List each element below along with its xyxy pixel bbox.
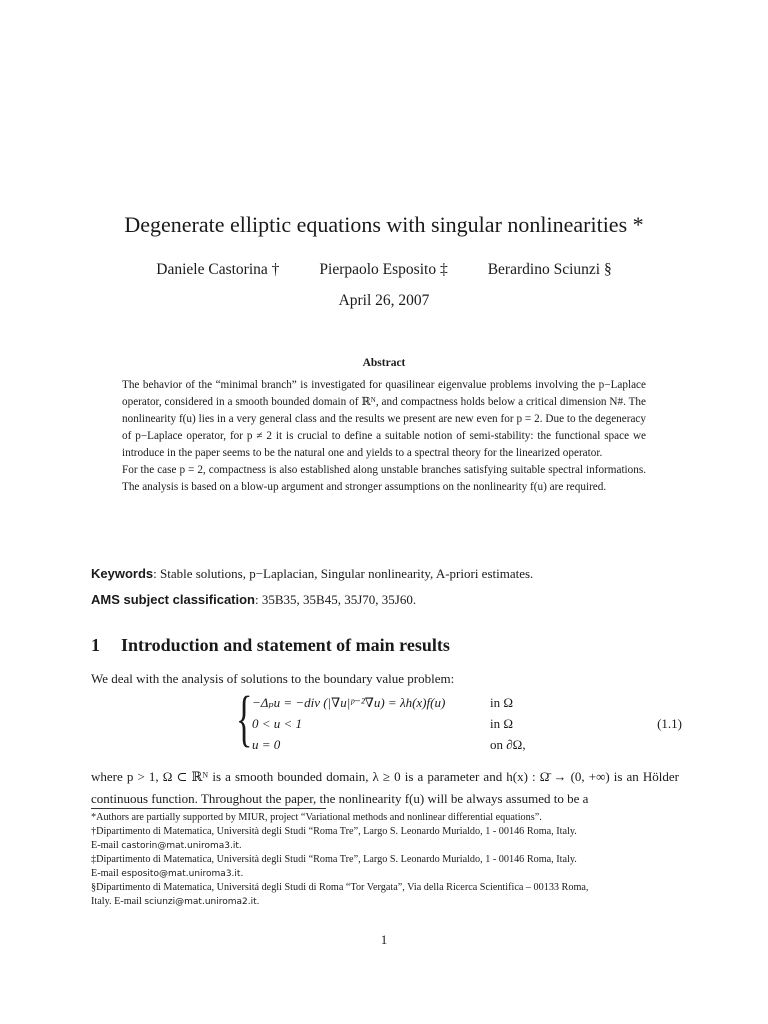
section-title: Introduction and statement of main results: [121, 635, 450, 655]
footnote-castorina-email-line: [91, 839, 679, 853]
intro-sentence: We deal with the analysis of solutions to the boundary value problem:: [91, 671, 455, 686]
ams-label: AMS subject classification: [91, 592, 255, 607]
footnote-funding: *Authors are partially supported by MIUR, project “Variational methods and nonlinear differential equations”.: [91, 812, 542, 823]
equation-block: [236, 685, 682, 754]
keywords-label: Keywords: [91, 566, 154, 581]
equation-condition: on ∂Ω,: [490, 737, 526, 752]
left-brace: {: [236, 685, 253, 753]
ams-classification-line: [91, 592, 681, 608]
equation-row: [252, 715, 514, 733]
author-list: [0, 261, 768, 279]
footnote-castorina: †Dipartimento di Matematica, Università degli Studi “Roma Tre”, Largo S. Leonardo Murialdo, 1 - 00146 Roma, Italy.: [91, 826, 577, 837]
email-link[interactable]: esposito@mat.uniroma3.it.: [121, 869, 244, 879]
author-sciunzi: Berardino Sciunzi §: [487, 261, 612, 278]
paper-title: Degenerate elliptic equations with singular nonlinearities *: [124, 212, 644, 237]
body-paragraph: where p > 1, Ω ⊂ ℝᴺ is a smooth bounded domain, λ ≥ 0 is a parameter and h(x) : Ω̄ → (0, +∞) is an Hölder continuous function. Throughout the paper, the nonlinearity f(u) will be always assumed to be a: [91, 769, 679, 806]
abstract-paragraph-1: The behavior of the “minimal branch” is investigated for quasilinear eigenvalue problems involving the p−Laplace operator, considered in a smooth bounded domain of ℝᴺ, and compactness holds below a critical dimension N#. The nonlinearity f(u) lies in a very general class and the results we present are new even for p = 2. Due to the degeneracy of p−Laplace operator, for p ≠ 2 it is crucial to define a suitable notion of semi-stability: the functional space we introduce in the paper seems to be the natural one and yields to a spectral theory for the linearized operator.: [122, 379, 646, 459]
equation-row: [252, 694, 514, 712]
equation-condition: in Ω: [490, 716, 514, 731]
email-prefix: E-mail: [91, 840, 122, 851]
keywords-line: [91, 566, 681, 582]
abstract-heading: Abstract: [362, 357, 406, 369]
author-esposito: Pierpaolo Esposito ‡: [319, 261, 448, 278]
equation-lhs: u = 0: [252, 737, 281, 752]
section-number: 1: [91, 635, 100, 655]
footnote-esposito-email-line: [91, 867, 679, 881]
footnote-sciunzi: §Dipartimento di Matematica, Universitá degli Studi di Roma “Tor Vergata”, Via della Ricerca Scientifica – 00133 Roma,: [91, 882, 589, 893]
author-castorina: Daniele Castorina †: [156, 261, 280, 278]
abstract-body: [122, 377, 646, 496]
paper-date: April 26, 2007: [338, 292, 430, 309]
email-prefix: Italy. E-mail: [91, 896, 145, 907]
ams-text: : 35B35, 35B45, 35J70, 35J60.: [255, 592, 417, 607]
footnotes: [91, 811, 679, 909]
equation-number: (1.1): [657, 716, 682, 731]
email-prefix: E-mail: [91, 868, 122, 879]
equation-lhs: −Δₚu = −div (|∇u|ᵖ⁻²∇u) = λh(x)f(u): [252, 695, 446, 710]
section-heading: [91, 635, 691, 656]
body-text: [91, 766, 679, 810]
abstract-paragraph-2: For the case p = 2, compactness is also established along unstable branches satisfying suitable spectral informations. The analysis is based on a blow-up argument and stronger assumptions on the nonlinearity f(u) are required.: [122, 464, 646, 493]
footnote-esposito: ‡Dipartimento di Matematica, Università degli Studi “Roma Tre”, Largo S. Leonardo Murialdo, 1 - 00146 Roma, Italy.: [91, 854, 577, 865]
equation-row: [252, 736, 526, 754]
page-number: 1: [380, 932, 388, 947]
footnote-sciunzi-email-line: [91, 895, 679, 909]
equation-lhs: 0 < u < 1: [252, 716, 303, 731]
keywords-text: : Stable solutions, p−Laplacian, Singular nonlinearity, A-priori estimates.: [153, 566, 534, 581]
email-link[interactable]: castorin@mat.uniroma3.it.: [121, 841, 242, 851]
equation-condition: in Ω: [490, 695, 514, 710]
footnote-rule: [91, 808, 326, 809]
email-link[interactable]: sciunzi@mat.uniroma2.it.: [144, 897, 260, 907]
